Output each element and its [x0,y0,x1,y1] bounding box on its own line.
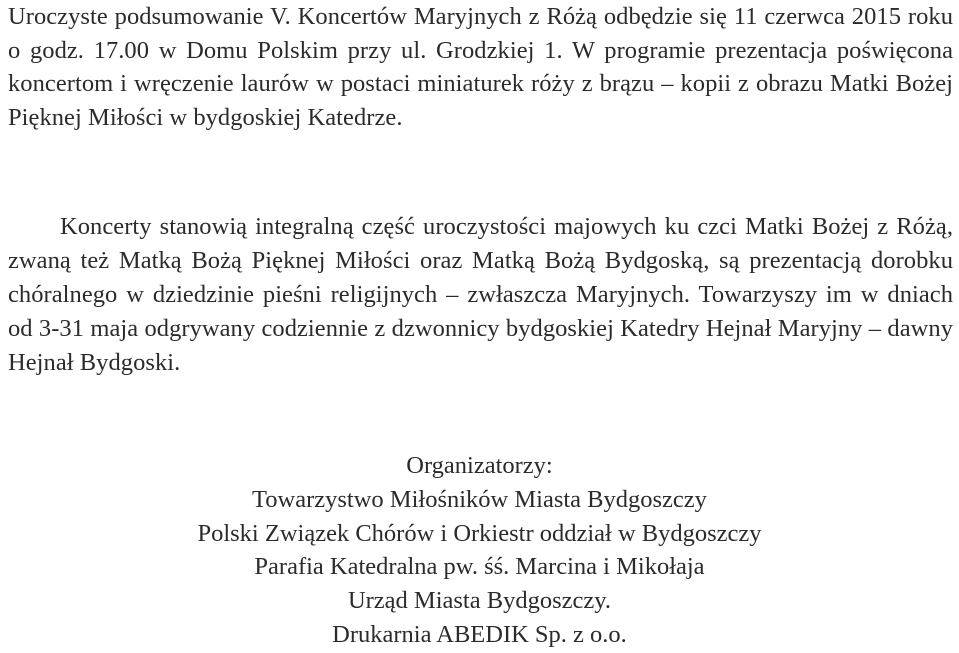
announcement-paragraph: Uroczyste podsumowanie V. Koncertów Maryjnych z Różą odbędzie się 11 czerwca 2015 roku o godz. 17.00 w Domu Polskim przy ul. Grodzkiej 1. W programie prezentacja poświęcona koncertom i wręczenie laurów w postaci miniaturek róży z brązu – kopii z obrazu Matki Bożej Pięknej Miłości w bydgoskiej Katedrze. [8,3,953,131]
organizer-item: Parafia Katedralna pw. śś. Marcina i Mikołaja [254,553,705,581]
organizers-section [0,449,959,652]
organizers-heading: Organizatorzy: [406,452,553,479]
organizer-item: Urząd Miasta Bydgoszczy. [347,587,612,615]
concerts-description-paragraph: Koncerty stanowią integralną część uroczystości majowych ku czci Matki Bożej z Różą, zwaną też Matką Bożą Pięknej Miłości oraz Matką Bożą Bydgoską, są prezentacją dorobku chóralnego w dziedzinie pieśni religijnych – zwłaszcza Maryjnych. Towarzyszy im w dniach od 3-31 maja odgrywany codziennie z dzwonnicy bydgoskiej Katedry Hejnał Maryjny – dawny Hejnał Bydgoski. [8,213,953,376]
organizer-item: Drukarnia ABEDIK Sp. z o.o. [332,620,627,648]
organizer-item: Towarzystwo Miłośników Miasta Bydgoszczy [252,485,707,513]
organizer-item: Polski Związek Chórów i Orkiestr oddział w Bydgoszczy [197,519,762,547]
